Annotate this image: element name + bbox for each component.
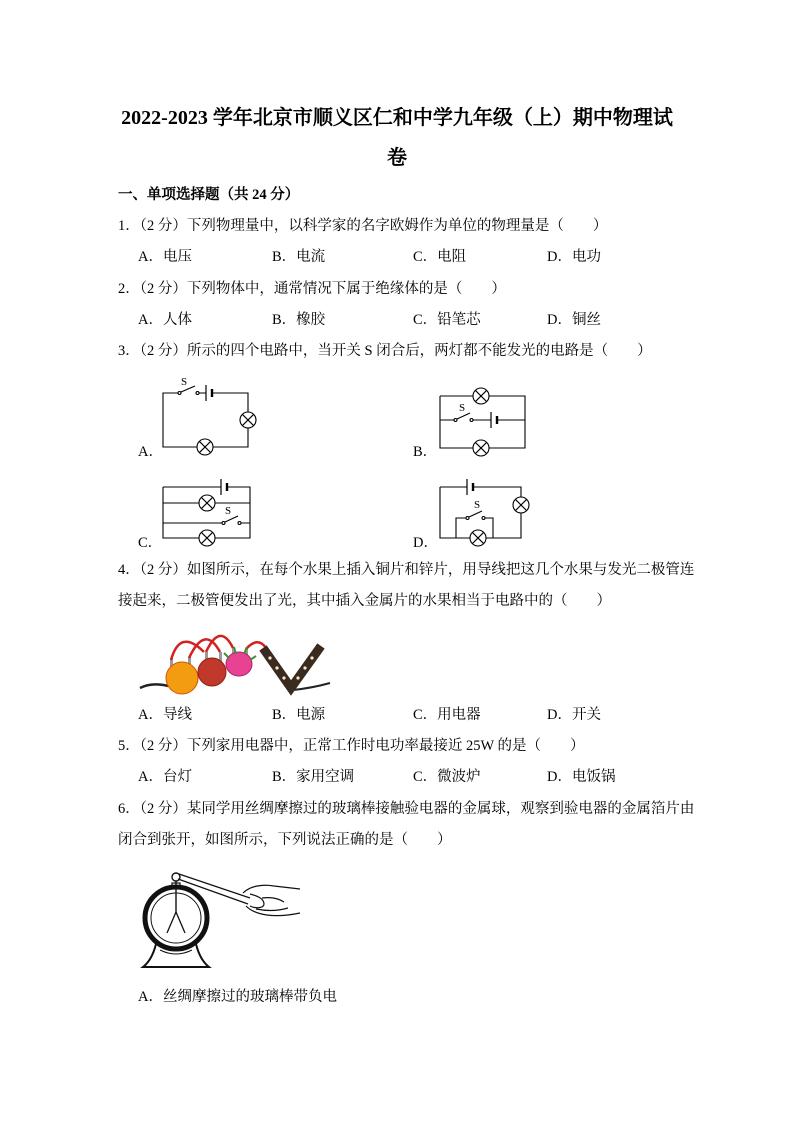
lamp-icon <box>197 439 213 455</box>
q3-option-b-label: B． <box>413 444 438 460</box>
hand-icon <box>243 885 300 915</box>
circuit-d-switch <box>466 511 485 520</box>
black-cable <box>140 684 168 688</box>
q6-option-a: A．丝绸摩擦过的玻璃棒带负电 <box>138 989 337 1005</box>
q4-option-a: A．导线 <box>138 707 192 723</box>
circuit-b-battery <box>491 412 497 428</box>
red-wire <box>246 642 266 649</box>
circuit-c-switch-label: S <box>225 505 232 517</box>
q2-stem: 2．（2 分）下列物体中，通常情况下属于绝缘体的是（ ） <box>118 281 506 297</box>
circuit-a-battery <box>206 385 212 401</box>
lamp-icon <box>199 495 215 511</box>
q3-option-c-label: C． <box>138 535 163 551</box>
q4-stem-line-2: 接起来，二极管便发出了光，其中插入金属片的水果相当于电路中的（ ） <box>118 593 611 609</box>
red-fruit <box>198 658 226 686</box>
q5-option-d: D．电饭锅 <box>547 769 616 785</box>
circuit-b-switch <box>454 413 473 422</box>
q2-option-b: B．橡胶 <box>272 312 326 328</box>
circuit-diagram-c <box>155 472 258 546</box>
red-wire <box>171 642 204 660</box>
q5-option-a: A．台灯 <box>138 769 192 785</box>
red-wire <box>189 639 220 658</box>
q2-option-d: D．铜丝 <box>547 312 601 328</box>
q6-stem-line-1: 6．（2 分）某同学用丝绸摩擦过的玻璃棒接触验电器的金属球，观察到验电器的金属箔片由 <box>118 801 695 817</box>
q1-option-d: D．电功 <box>547 249 601 265</box>
lamp-icon <box>513 497 529 513</box>
q5-option-b: B．家用空调 <box>272 769 355 785</box>
page-title-line-2: 卷 <box>387 147 407 169</box>
lamp-icon <box>473 440 489 456</box>
circuit-diagram-a <box>150 370 260 460</box>
lamp-icon <box>470 530 486 546</box>
q4-option-d: D．开关 <box>547 707 601 723</box>
q3-option-d-label: D． <box>413 535 438 551</box>
q3-stem: 3．（2 分）所示的四个电路中，当开关 S 闭合后，两灯都不能发光的电路是（ ） <box>118 343 652 359</box>
q1-option-a: A．电压 <box>138 249 192 265</box>
q5-option-c: C．微波炉 <box>413 769 481 785</box>
q4-stem-line-1: 4．（2 分）如图所示，在每个水果上插入铜片和锌片，用导线把这几个水果与发光二极管连 <box>118 562 695 578</box>
q4-option-b: B．电源 <box>272 707 326 723</box>
circuit-b-switch-label: S <box>459 402 466 414</box>
led-board <box>263 646 321 688</box>
circuit-diagram-b <box>432 380 534 458</box>
electroscope-leaves <box>167 912 185 933</box>
circuit-c-switch <box>222 516 241 525</box>
lamp-icon <box>473 388 489 404</box>
orange-fruit <box>166 662 198 694</box>
fruit-battery-illustration <box>138 622 334 698</box>
dragon-fruit <box>226 652 252 676</box>
electroscope-illustration <box>138 862 304 974</box>
circuit-a-switch-label: S <box>181 376 188 388</box>
lamp-icon <box>240 412 256 428</box>
circuit-d-switch-label: S <box>474 499 481 511</box>
circuit-c-battery <box>221 479 227 495</box>
q5-stem: 5．（2 分）下列家用电器中，正常工作时电功率最接近 25W 的是（ ） <box>118 738 585 754</box>
section-heading: 一、单项选择题（共 24 分） <box>118 187 300 203</box>
q2-option-c: C．铅笔芯 <box>413 312 481 328</box>
circuit-d-battery <box>467 479 473 495</box>
q1-stem: 1．（2 分）下列物理量中，以科学家的名字欧姆作为单位的物理量是（ ） <box>118 218 608 234</box>
q2-option-a: A．人体 <box>138 312 192 328</box>
circuit-diagram-d <box>432 472 538 546</box>
q1-option-c: C．电阻 <box>413 249 467 265</box>
page-title-line-1: 2022-2023 学年北京市顺义区仁和中学九年级（上）期中物理试 <box>121 107 673 129</box>
q4-option-c: C．用电器 <box>413 707 481 723</box>
lamp-icon <box>199 530 215 546</box>
q6-stem-line-2: 闭合到张开，如图所示，下列说法正确的是（ ） <box>118 832 452 848</box>
q3-option-a-label: A． <box>138 444 163 460</box>
q1-option-b: B．电流 <box>272 249 326 265</box>
